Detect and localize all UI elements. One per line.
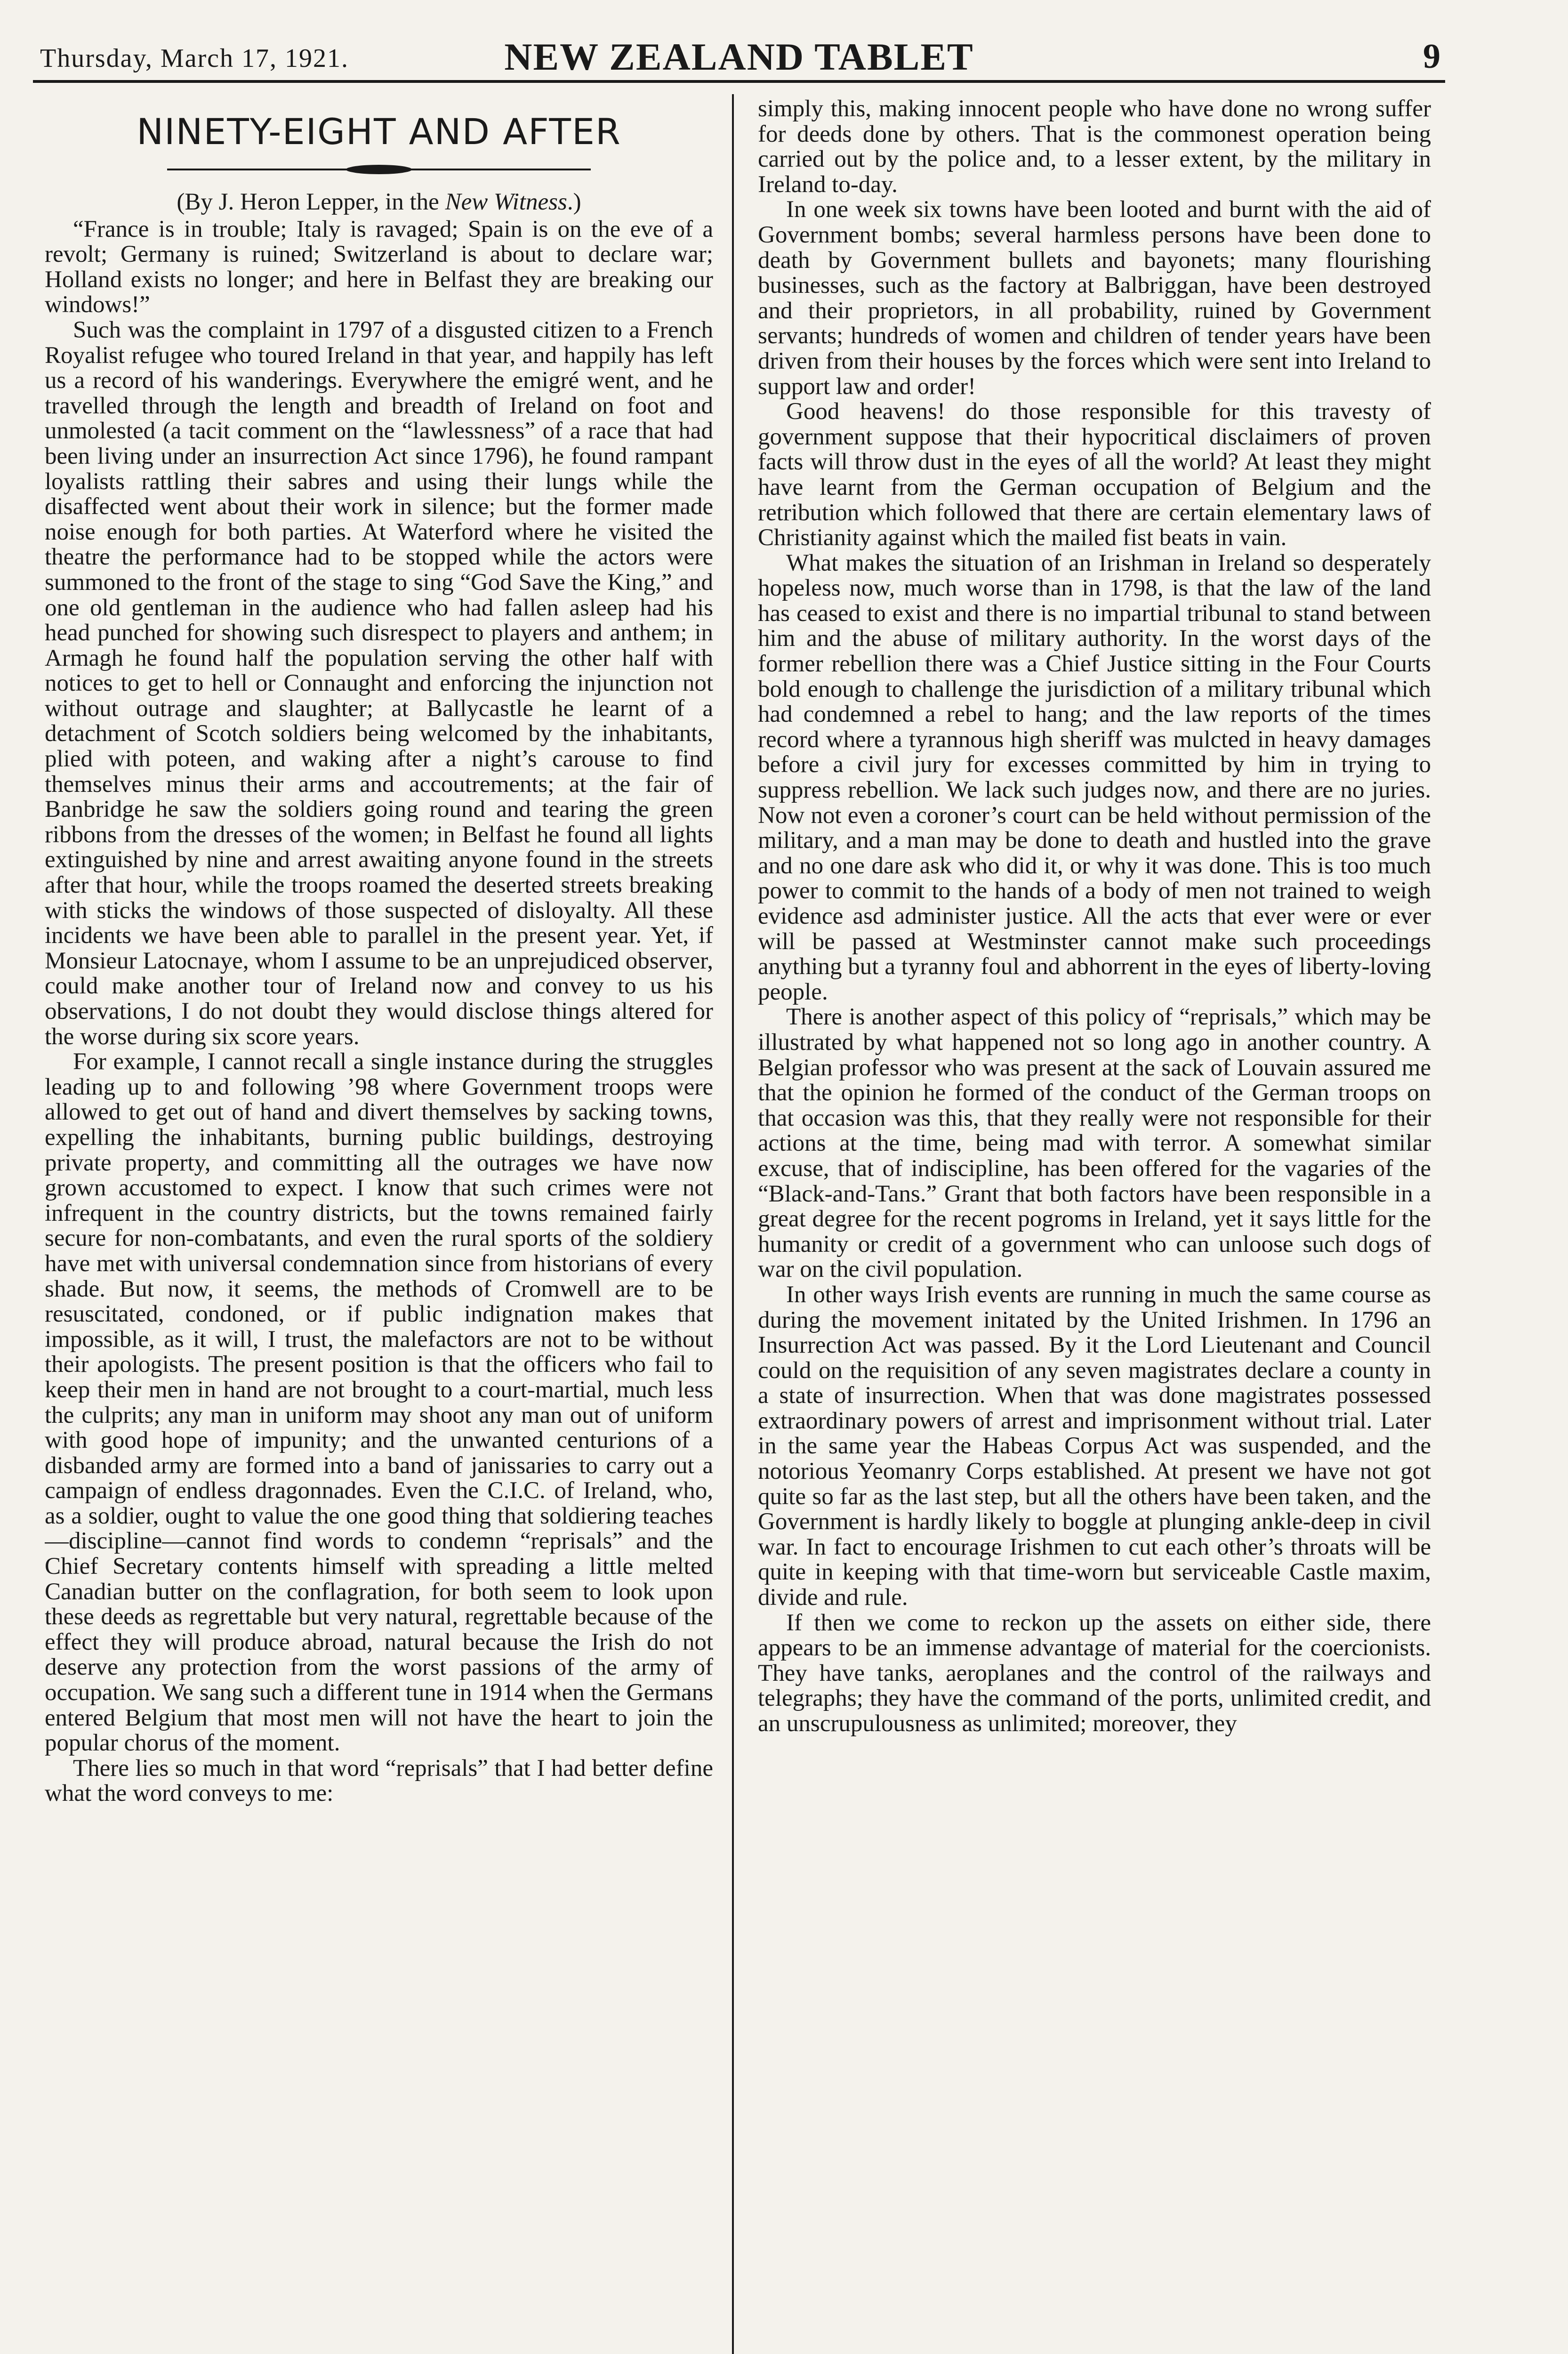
article-column-right (758, 97, 1431, 2354)
paragraph: If then we come to reckon up the assets on either side, there appears to be an immense advantage of material for the coercionists. They have tanks, aeroplanes and the control of the railways and telegraphs; they have the command of the ports, unlimited credit, and an unscrupulousness as unlimited; moreover, they (758, 1609, 1431, 1737)
paragraph: simply this, making innocent people who have done no wrong suffer for deeds done by others. That is the commonest operation being carried out by the police and, to a lesser extent, by the military in Ireland to-day. (758, 97, 1431, 198)
paragraph: In one week six towns have been looted and burnt with the aid of Government bombs; several harmless persons have been done to death by Government bullets and bayonets; many flourishing businesses, such as the factory at Balbriggan, have been destroyed and their proprietors, in all probability, ruined by Government servants; hundreds of women and children of tender years have been driven from their houses by the forces which were sent into Ireland to support law and order! (758, 196, 1431, 400)
paragraph: Such was the complaint in 1797 of a disgusted citizen to a French Royalist refugee who toured Ireland in that year, and happily has left us a record of his wanderings. Everywhere the emigré went, and he travelled through the length and breadth of Ireland on foot and unmolested (a tacit comment on the “lawlessness” of a race that had been living under an insurrection Act since 1796), he found rampant loyalists rattling their sabres and using their lungs while the disaffected went about their work in silence; but the former made noise enough for both parties. At Waterford where he visited the theatre the performance had to be stopped while the actors were summoned to the front of the stage to sing “God Save the King,” and one old gentleman in the audience who had fallen asleep had his head punched for showing such disrespect to players and anthem; in Armagh he found half the population serving the other half with notices to get to hell or Connaught and enforcing the injunction not without outrage and slaughter; at Ballycastle he learnt of a detachment of Scotch soldiers being welcomed by the inhabitants, plied with poteen, and waking after a night’s carouse to find themselves minus their arms and accoutrements; at the fair of Banbridge he saw the soldiers going round and tearing the green ribbons from the dresses of the women; in Belfast he found all lights extinguished by nine and arrest awaiting anyone found in the streets after that hour, while the troops roamed the deserted streets breaking with sticks the windows of those suspected of disloyalty. All these incidents we have been able to parallel in the present year. Yet, if Monsieur Latocnaye, whom I assume to be an unprejudiced observer, could make another tour of Ireland now and convey to us his observations, I do not doubt they would disclose things altered for the worse during six score years. (45, 316, 713, 1050)
title-ornament (45, 158, 713, 174)
byline: (By J. Heron Lepper, in the New Witness.) (177, 189, 581, 215)
paragraph: What makes the situation of an Irishman in Ireland so desperately hopeless now, much worse than in 1798, is that the law of the land has ceased to exist and there is no impartial tribunal to stand between him and the abuse of military authority. In the worst days of the former rebellion there was a Chief Justice sitting in the Four Courts bold enough to challenge the jurisdiction of a military tribunal which had condemned a rebel to hang; and the law reports of the times record where a tyrannous high sheriff was mulcted in heavy damages before a civil jury for excesses committed by him in trying to suppress rebellion. We lack such judges now, and there are no juries. Now not even a coroner’s court can be held without permission of the military, and a man may be done to death and hustled into the grave and no one dare ask who did it, or why it was done. This is too much power to commit to the hands of a body of men not trained to weigh evidence asd administer justice. All the acts that ever were or ever will be passed at Westminster cannot make such proceedings anything but a tyranny foul and abhorrent in the eyes of liberty-loving people. (758, 549, 1431, 1005)
ornament-rule-icon (167, 161, 591, 177)
paragraph: For example, I cannot recall a single instance during the struggles leading up to and following ’98 where Government troops were allowed to get out of hand and divert themselves by sacking towns, expelling the inhabitants, burning public buildings, destroying private property, and committing all the outrages we have now grown accustomed to expect. I know that such crimes were not infrequent in the country districts, but the towns remained fairly secure for non-combatants, and even the rural sports of the soldiery have met with universal condemnation since from historians of every shade. But now, it seems, the methods of Cromwell are to be resuscitated, condoned, or if public indignation makes that impossible, as it will, I trust, the malefactors are not to be without their apologists. The present position is that the officers who fail to keep their men in hand are not brought to a court-martial, much less the culprits; any man in uniform may shoot any man out of uniform with good hope of impunity; and the unwanted centurions of a disbanded army are formed into a band of janissaries to carry out a campaign of endless dragonnades. Even the C.I.C. of Ireland, who, as a soldier, ought to value the one good thing that soldiering teaches—discipline—cannot find words to condemn “reprisals” and the Chief Secretary contents himself with spreading a little melted Canadian butter on the conflagration, for both seem to look upon these deeds as regrettable but very natural, regrettable because of the effect they will produce abroad, natural because the Irish do not deserve any protection from the worst passions of the army of occupation. We sang such a different tune in 1914 when the Germans entered Belgium that most men will not have the heart to join the popular chorus of the moment. (45, 1048, 713, 1757)
paragraph: There lies so much in that word “reprisals” that I had better define what the word conveys to me: (45, 1755, 713, 1807)
paragraph: “France is in trouble; Italy is ravaged; Spain is on the eve of a revolt; Germany is ruined; Switzerland is about to declare war; Holland exists no longer; and here in Belfast they are breaking our windows!” (45, 216, 713, 318)
page-header (33, 33, 1445, 83)
issue-date: Thursday, March 17, 1921. (40, 44, 349, 73)
byline-source: New Witness (445, 189, 567, 215)
paragraph: In other ways Irish events are running in much the same course as during the movement initated by the United Irishmen. In 1796 an Insurrection Act was passed. By it the Lord Lieutenant and Council could on the requisition of any seven magistrates declare a county in a state of insurrection. When that was done magistrates possessed extraordinary powers of arrest and imprisonment without trial. Later in the same year the Habeas Corpus Act was suspended, and the notorious Yeomanry Corps established. At present we have not got quite so far as the last step, but all the others have been taken, and the Government is hardly likely to boggle at plunging ankle-deep in civil war. In fact to encourage Irishmen to cut each other’s throats will be quite in keeping with that time-worn but serviceable Castle maxim, divide and rule. (758, 1281, 1431, 1611)
column-divider (732, 94, 734, 2354)
paragraph: There is another aspect of this policy of “reprisals,” which may be illustrated by what happened not so long ago in another country. A Belgian professor who was present at the sack of Louvain assured me that the opinion he formed of the conduct of the German troops on that occasion was this, that they really were not responsible for their actions at the time, being mad with terror. A somewhat similar excuse, that of indiscipline, has been offered for the vagaries of the “Black-and-Tans.” Grant that both factors have been responsible in a great degree for the recent pogroms in Ireland, yet it says little for the humanity or credit of a government who can unloose such dogs of war on the civil population. (758, 1004, 1431, 1283)
paragraph: Good heavens! do those responsible for this travesty of government suppose that their hypocritical disclaimers of proven facts will throw dust in the eyes of all the world? At least they might have learnt from the German occupation of Belgium and the retribution which followed that there are certain elementary laws of Christianity against which the mailed fist beats in vain. (758, 398, 1431, 551)
page-number: 9 (1423, 37, 1440, 76)
article-title: NINETY-EIGHT AND AFTER (137, 111, 621, 153)
masthead: NEW ZEALAND TABLET (504, 35, 974, 78)
article-column-left (45, 97, 713, 2354)
